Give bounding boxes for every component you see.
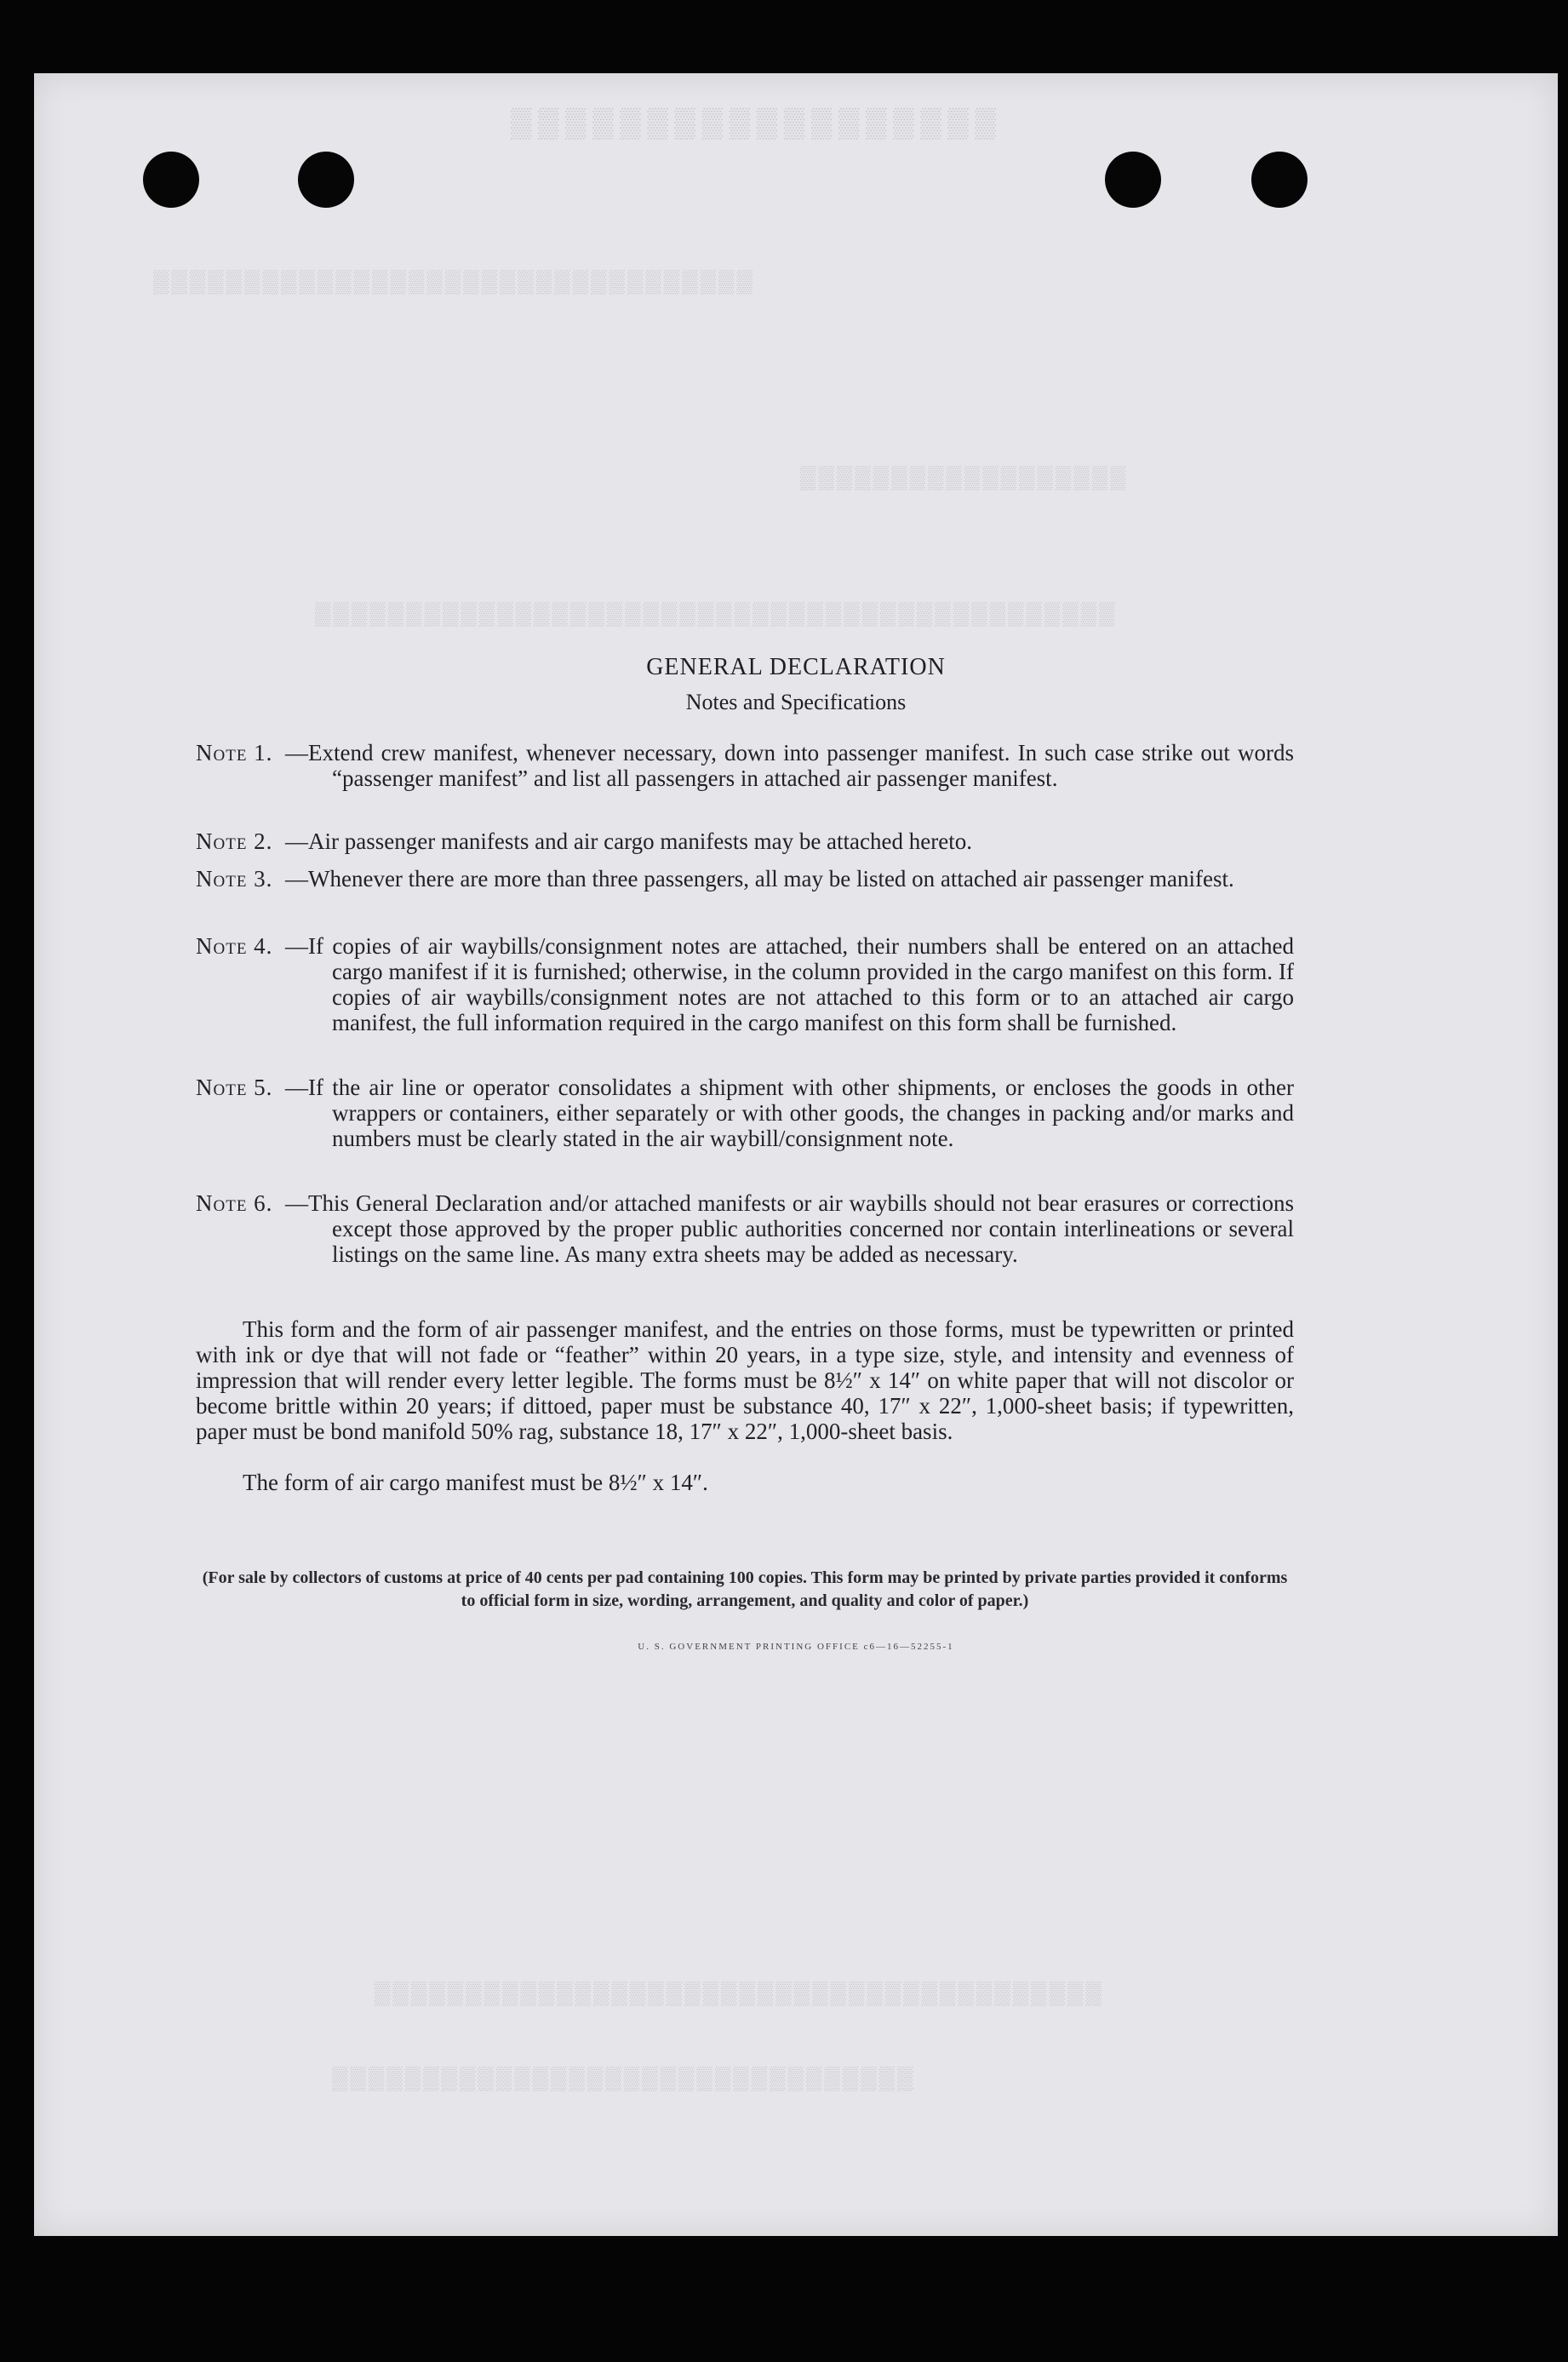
bleed-through-mark: ▒▒▒▒▒▒▒▒▒▒▒▒▒▒▒▒▒▒▒▒▒▒▒▒▒▒▒▒▒▒▒▒▒▒▒▒▒▒▒▒: [375, 1981, 1104, 2005]
specifications-paragraph: This form and the form of air passenger manifest, and the entries on those forms, must be typewritten or printed with ink or dye that will not fade or “feather” within 20 years, in a type size, style, and intensity and evenness of impression that will render every letter legible. The forms must be 8½″ x 14″ on white paper that will not discolor or become brittle within 20 years; if dittoed, paper must be substance 40, 17″ x 22″, 1,000-sheet basis; if typewritten, paper must be bond manifold 50% rag, substance 18, 17″ x 22″, 1,000-sheet basis.: [196, 1316, 1294, 1444]
document-subtitle: Notes and Specifications: [685, 690, 907, 714]
note-label: Note 1.: [196, 740, 273, 765]
punch-hole: [1251, 152, 1308, 208]
note-6: [196, 1190, 1294, 1267]
bleed-through-mark: ▒▒▒▒▒▒▒▒▒▒▒▒▒▒▒▒▒▒: [511, 107, 1003, 139]
bleed-through-mark: ▒▒▒▒▒▒▒▒▒▒▒▒▒▒▒▒▒▒▒▒▒▒▒▒▒▒▒▒▒▒▒▒▒▒▒▒▒▒▒▒▒▒▒▒: [315, 601, 1118, 626]
document-title: GENERAL DECLARATION: [646, 654, 946, 680]
note-5: [196, 1075, 1294, 1151]
punch-hole: [143, 152, 199, 208]
document-page: [34, 73, 1558, 2236]
note-text: —Whenever there are more than three passengers, all may be listed on attached air passenger manifest.: [285, 866, 1234, 891]
note-text: —This General Declaration and/or attached manifests or air waybills should not bear erasures or corrections except those approved by the proper public authorities concerned nor contain interlineations or several listings on the same line. As many extra sheets may be added as necessary.: [285, 1190, 1294, 1267]
note-text: —If the air line or operator consolidates a shipment with other shipments, or encloses the goods in other wrappers or containers, either separately or with other goods, the changes in packing and/or marks and numbers must be clearly stated in the air waybill/consignment note.: [285, 1075, 1294, 1151]
note-1: [196, 740, 1294, 791]
note-text: —Extend crew manifest, whenever necessary, down into passenger manifest. In such case strike out words “passenger manifest” and list all passengers in attached air passenger manifest.: [285, 740, 1294, 791]
bleed-through-mark: ▒▒▒▒▒▒▒▒▒▒▒▒▒▒▒▒▒▒▒▒▒▒▒▒▒▒▒▒▒▒▒▒: [332, 2066, 916, 2090]
note-2: [196, 828, 1294, 854]
cargo-manifest-size-note: The form of air cargo manifest must be 8½″ x 14″.: [243, 1470, 708, 1495]
note-3: [196, 866, 1294, 891]
bleed-through-mark: ▒▒▒▒▒▒▒▒▒▒▒▒▒▒▒▒▒▒: [800, 465, 1129, 490]
bleed-through-mark: ▒▒▒▒▒▒▒▒▒▒▒▒▒▒▒▒▒▒▒▒▒▒▒▒▒▒▒▒▒▒▒▒▒: [153, 269, 755, 294]
note-text: —Air passenger manifests and air cargo manifests may be attached hereto.: [285, 828, 972, 854]
note-label: Note 5.: [196, 1075, 273, 1100]
printing-office-imprint: U. S. GOVERNMENT PRINTING OFFICE c6—16—52255-1: [638, 1642, 954, 1652]
sale-notice: (For sale by collectors of customs at price of 40 cents per pad containing 100 copies. This form may be printed by private parties provided it conforms to official form in size, wording, arrangement, and quality and color of paper.): [202, 1568, 1288, 1610]
note-label: Note 2.: [196, 828, 273, 854]
note-label: Note 6.: [196, 1190, 273, 1216]
note-label: Note 3.: [196, 866, 273, 891]
note-label: Note 4.: [196, 933, 273, 959]
note-text: —If copies of air waybills/consignment notes are attached, their numbers shall be entered on an attached cargo manifest if it is furnished; otherwise, in the column provided in the cargo manifest on this form. If copies of air waybills/consignment notes are not attached to this form or to an attached air cargo manifest, the full information required in the cargo manifest on this form shall be furnished.: [285, 933, 1294, 1035]
punch-hole: [298, 152, 354, 208]
punch-hole: [1105, 152, 1161, 208]
note-4: [196, 933, 1294, 1035]
